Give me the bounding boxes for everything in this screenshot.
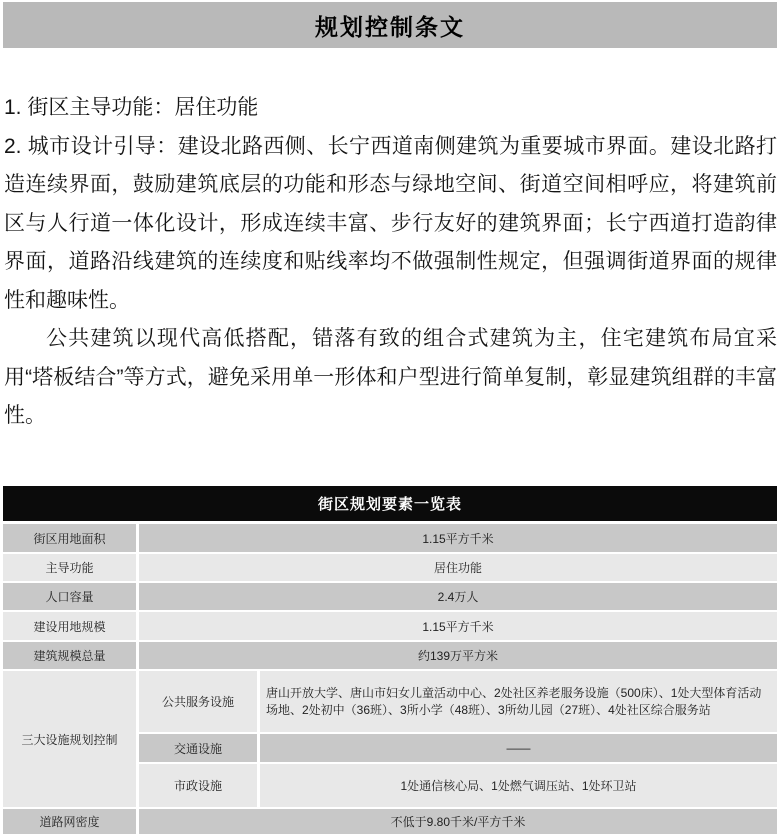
row-label-cell: 建筑规模总量 — [3, 642, 136, 669]
row-value-cell: 居住功能 — [139, 554, 777, 581]
sub-row-public-services — [139, 671, 777, 732]
table-row-road-network-density — [3, 809, 777, 834]
paragraph-urban-design: 2. 城市设计引导：建设北路西侧、长宁西道南侧建筑为重要城市界面。建设北路打造连续界面，鼓励建筑底层的功能和形态与绿地空间、街道空间相呼应，将建筑前区与人行道一体化设计，形成连续丰富、步行友好的建筑界面；长宁西道打造韵律界面，道路沿线建筑的连续度和贴线率均不做强制性规定，但强调街道界面的规律性和趣味性。 — [4, 134, 777, 312]
row-label-cell: 建设用地规模 — [3, 612, 136, 640]
table-title: 街区规划要素一览表 — [317, 496, 462, 513]
page-title: 规划控制条文 — [315, 13, 465, 40]
row-value-cell: 不低于9.80千米/平方千米 — [139, 809, 777, 834]
row-label-cell: 主导功能 — [3, 554, 136, 581]
row-label-cell: 人口容量 — [3, 583, 136, 610]
row-value-cell: 1.15平方千米 — [139, 612, 777, 640]
body-text-block — [4, 89, 777, 436]
sub-row-value-cell: 唐山开放大学、唐山市妇女儿童活动中心、2处社区养老服务设施（500床）、1处大型体育活动场地、2处初中（36班）、3所小学（48班）、3所幼儿园（27班）、4处社区综合服务站 — [260, 671, 777, 732]
row-value-cell: 约139万平方米 — [139, 642, 777, 669]
row-value-cell: 2.4万人 — [139, 583, 777, 610]
paragraph-building-layout: 公共建筑以现代高低搭配，错落有致的组合式建筑为主，住宅建筑布局宜采用“塔板结合”等方式，避免采用单一形体和户型进行简单复制，彰显建筑组群的丰富性。 — [4, 327, 777, 427]
facilities-group-label-cell: 三大设施规划控制 — [3, 671, 136, 807]
sub-row-municipal-facilities — [139, 764, 777, 807]
sub-row-value-cell: —— — [260, 734, 777, 762]
table-row-dominant-function — [3, 554, 777, 581]
table-row-population — [3, 583, 777, 610]
row-label-cell: 道路网密度 — [3, 809, 136, 834]
table-row-total-building-scale — [3, 642, 777, 669]
sub-row-label-cell: 公共服务设施 — [139, 671, 257, 732]
table-row-construction-land — [3, 612, 777, 640]
sub-row-label-cell: 市政设施 — [139, 764, 257, 807]
facilities-sub-rows — [139, 671, 777, 807]
paragraph-block-function: 1. 街区主导功能：居住功能 — [4, 96, 259, 119]
facilities-group-row — [3, 671, 777, 807]
row-value-cell: 1.15平方千米 — [139, 524, 777, 552]
sub-row-value-cell: 1处通信核心局、1处燃气调压站、1处环卫站 — [260, 764, 777, 807]
row-label-cell: 街区用地面积 — [3, 524, 136, 552]
table-title-bar — [3, 486, 777, 521]
sub-row-transport-facilities — [139, 734, 777, 762]
planning-elements-table — [3, 486, 777, 836]
page-title-bar — [3, 2, 777, 48]
table-row-land-area — [3, 524, 777, 552]
sub-row-label-cell: 交通设施 — [139, 734, 257, 762]
